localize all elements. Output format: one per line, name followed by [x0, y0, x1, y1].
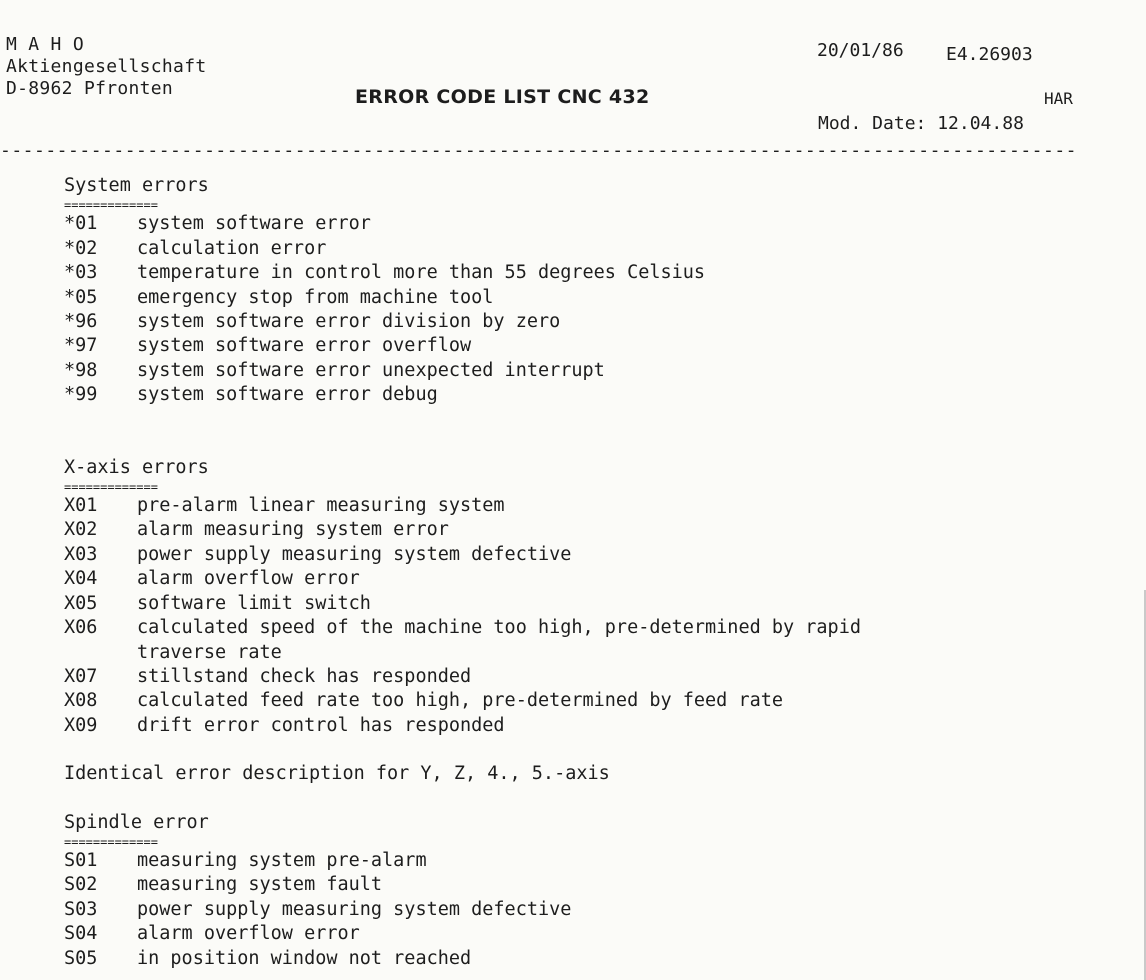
section-system-errors — [64, 174, 1124, 408]
company-location: D-8962 Pfronten — [6, 78, 174, 99]
error-code: *02 — [64, 237, 98, 259]
error-entry — [64, 212, 1124, 236]
error-entry — [64, 543, 1124, 567]
error-description: power supply measuring system defective — [137, 898, 572, 920]
header-divider: ----------------------------------------------------------------------------------------------- — [0, 140, 1078, 161]
error-description: calculated feed rate too high, pre-determined by feed rate — [137, 690, 784, 712]
error-code: S01 — [64, 849, 98, 871]
section-spacer — [64, 787, 1124, 811]
document-code: E4.26903 — [946, 44, 1033, 65]
error-entry — [64, 334, 1124, 358]
document-title: ERROR CODE LIST CNC 432 — [355, 86, 650, 108]
error-code: *01 — [64, 213, 98, 235]
error-description: alarm overflow error — [137, 568, 360, 590]
error-code: *99 — [64, 384, 98, 406]
error-description: measuring system pre-alarm — [137, 849, 427, 871]
error-code: X09 — [64, 714, 98, 736]
error-code: X04 — [64, 568, 98, 590]
error-code: *97 — [64, 335, 98, 357]
error-entry — [64, 922, 1124, 946]
error-description: temperature in control more than 55 degrees Celsius — [137, 262, 706, 284]
error-code: *96 — [64, 311, 98, 333]
company-name: M A H O — [6, 34, 84, 55]
error-entry — [64, 947, 1124, 971]
section-underline: ============= — [64, 480, 158, 495]
error-description: calculated speed of the machine too high, pre-determined by rapid traverse rate — [137, 617, 861, 663]
error-description: drift error control has responded — [137, 714, 505, 736]
error-entry — [64, 286, 1124, 310]
company-address — [6, 34, 206, 100]
error-code: *98 — [64, 359, 98, 381]
error-description: in position window not reached — [137, 947, 472, 969]
error-description: system software error — [137, 213, 371, 235]
error-entry — [64, 665, 1124, 689]
error-code: *03 — [64, 262, 98, 284]
error-code: X02 — [64, 519, 98, 541]
error-entry — [64, 518, 1124, 542]
error-description: emergency stop from machine tool — [137, 286, 494, 308]
section-spacer — [64, 738, 1124, 762]
error-description: stillstand check has responded — [137, 665, 472, 687]
section-title: Spindle error — [64, 811, 209, 833]
section-spacer — [64, 408, 1124, 456]
document-date: 20/01/86 — [817, 40, 904, 61]
error-code: X07 — [64, 665, 98, 687]
error-entry — [64, 616, 1124, 665]
error-description: system software error overflow — [137, 335, 472, 357]
section-underline: ============= — [64, 834, 158, 849]
error-description: system software error debug — [137, 384, 438, 406]
section-x-axis-errors — [64, 456, 1124, 738]
error-code: S04 — [64, 923, 98, 945]
error-code: S02 — [64, 874, 98, 896]
error-code: X01 — [64, 495, 98, 517]
error-code: X06 — [64, 617, 98, 639]
error-list-content — [64, 174, 1124, 971]
error-code: X03 — [64, 543, 98, 565]
error-entry — [64, 592, 1124, 616]
error-code: S03 — [64, 898, 98, 920]
error-entry — [64, 567, 1124, 591]
error-code: *05 — [64, 286, 98, 308]
error-entry — [64, 898, 1124, 922]
error-description: system software error unexpected interrupt — [137, 359, 605, 381]
section-title: X-axis errors — [64, 456, 209, 478]
section-underline: ============= — [64, 198, 158, 213]
error-code: X08 — [64, 690, 98, 712]
section-spindle-error — [64, 811, 1124, 971]
error-entry — [64, 689, 1124, 713]
error-description: measuring system fault — [137, 874, 383, 896]
error-description: calculation error — [137, 237, 327, 259]
error-code: S05 — [64, 947, 98, 969]
error-entry — [64, 359, 1124, 383]
error-description: pre-alarm linear measuring system — [137, 495, 505, 517]
modification-date: Mod. Date: 12.04.88 — [818, 113, 1024, 134]
author-initials: HAR — [1044, 89, 1073, 108]
company-legal-form: Aktiengesellschaft — [6, 56, 207, 77]
error-entry — [64, 849, 1124, 873]
error-entry — [64, 310, 1124, 334]
error-description: power supply measuring system defective — [137, 543, 572, 565]
error-entry — [64, 494, 1124, 518]
error-description: alarm overflow error — [137, 923, 360, 945]
section-title: System errors — [64, 175, 209, 196]
error-description: software limit switch — [137, 592, 371, 614]
error-entry — [64, 873, 1124, 897]
error-description: alarm measuring system error — [137, 519, 449, 541]
error-description: system software error division by zero — [137, 311, 561, 333]
error-entry — [64, 383, 1124, 407]
error-code: X05 — [64, 592, 98, 614]
error-entry — [64, 237, 1124, 261]
error-entry — [64, 714, 1124, 738]
error-entry — [64, 261, 1124, 285]
axis-note: Identical error description for Y, Z, 4., 5.-axis — [64, 763, 610, 785]
